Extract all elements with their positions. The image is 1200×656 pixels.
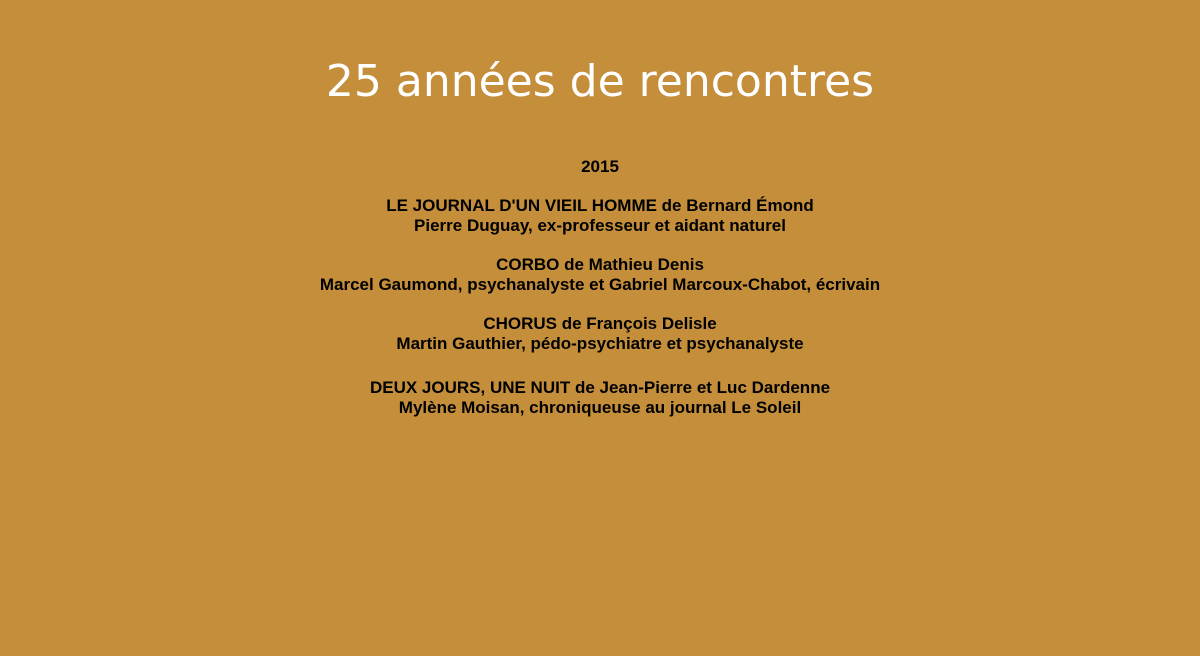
slide-title: 25 années de rencontres [325,56,875,107]
film-title: LE JOURNAL D'UN VIEIL HOMME de Bernard Émond [386,196,814,215]
film-title: CORBO de Mathieu Denis [496,255,704,274]
year-heading: 2015 [581,157,619,176]
film-entry [0,255,1200,295]
film-guests: Pierre Duguay, ex-professeur et aidant naturel [414,216,786,235]
film-title: DEUX JOURS, UNE NUIT de Jean-Pierre et Luc Dardenne [369,378,831,397]
film-entry [0,196,1200,236]
film-guests: Marcel Gaumond, psychanalyste et Gabriel Marcoux-Chabot, écrivain [319,275,881,294]
film-entry [0,378,1200,418]
film-guests: Martin Gauthier, pédo-psychiatre et psychanalyste [396,334,804,353]
film-title: CHORUS de François Delisle [483,314,717,333]
film-guests: Mylène Moisan, chroniqueuse au journal Le Soleil [398,398,802,417]
film-entry [0,314,1200,354]
